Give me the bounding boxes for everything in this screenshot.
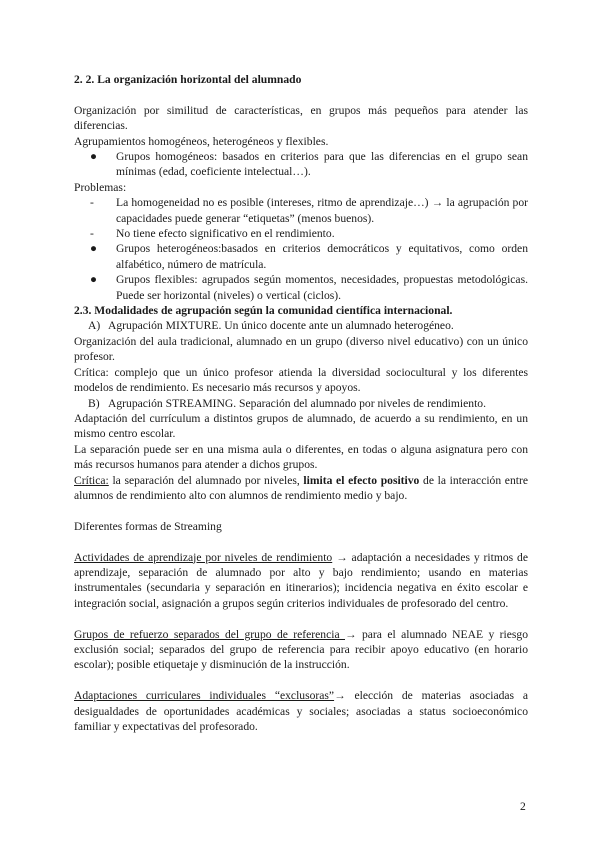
bullet-icon: ● xyxy=(90,150,98,164)
forma-label: Adaptaciones curriculares individuales “exclusoras” xyxy=(74,689,335,703)
section-heading-2-2: 2. 2. La organización horizontal del alumnado xyxy=(74,73,302,86)
letter-marker: B) xyxy=(88,396,100,410)
dash-marker: - xyxy=(90,227,94,241)
forma-text: → para el alumnado NEAE y riesgo exclusión social; separados del grupo de referencia para recibir apoyo educativo (en horario escolar); posible etiquetaje y disminución de la instrucción. xyxy=(74,627,528,672)
paragraph-critica-mixture: Crítica: complejo que un único profesor atienda la diversidad sociocultural y los diferentes modelos de rendimiento. Es necesario más recursos y apoyos. xyxy=(74,365,528,395)
critica-text: la separación del alumnado por niveles, xyxy=(108,473,304,487)
paragraph-agrupamientos: Agrupamientos homogéneos, heterogéneos y flexibles. xyxy=(74,134,329,148)
forma-text: → elección de materias asociadas a desigualdades de oportunidades académicas y sociales; asociadas a status socioeconómico familiar y expectativas del profesorado. xyxy=(74,689,528,733)
bullet-icon: ● xyxy=(90,273,98,287)
list-item-mixture xyxy=(74,318,528,333)
document-body xyxy=(74,72,528,734)
list-item-text: Grupos flexibles: agrupados según momentos, necesidades, propuestas metodológicas. Puede ser horizontal (niveles) o vertical (ciclos). xyxy=(116,273,528,302)
list-item-text: Agrupación STREAMING. Separación del alumnado por niveles de rendimiento. xyxy=(108,396,486,410)
dash-marker: - xyxy=(90,196,94,210)
letter-marker: A) xyxy=(88,319,101,333)
list-item-text: No tiene efecto significativo en el rendimiento. xyxy=(116,227,335,241)
critica-bold: limita el efecto positivo xyxy=(303,473,420,487)
paragraph-critica-streaming xyxy=(74,473,528,504)
list-item-text: Grupos heterogéneos:basados en criterios democráticos y equitativos, como orden alfabético, número de matrícula. xyxy=(116,242,528,271)
list-item-text: Agrupación MIXTURE. Un único docente ante un alumnado heterogéneo. xyxy=(108,319,454,333)
formas-streaming-heading: Diferentes formas de Streaming xyxy=(74,519,222,533)
paragraph-forma-adaptaciones xyxy=(74,688,528,734)
paragraph-adaptacion: Adaptación del currículum a distintos grupos de alumnado, de acuerdo a su rendimiento, en un mismo centro escolar. xyxy=(74,411,528,441)
problemas-label: Problemas: xyxy=(74,180,127,194)
critica-label: Crítica: xyxy=(74,473,109,487)
list-item-text: La homogeneidad no es posible (intereses, ritmo de aprendizaje…) → la agrupación por capacidades puede generar “etiquetas” (menos buenos). xyxy=(116,196,528,225)
list-item-flexibles xyxy=(74,272,528,303)
list-item-homogeneos xyxy=(74,149,528,180)
list-item-problema-2 xyxy=(74,226,528,241)
paragraph-organizacion: Organización por similitud de características, en grupos más pequeños para atender las diferencias. xyxy=(74,103,528,133)
forma-text: → adaptación a necesidades y ritmos de aprendizaje, separación de alumnado por alto y bajo rendimiento; usando en materias instrumentales (secundaria y separación en itinerarios); incidencia negativa en éxito escolar e integración social, asignación a grupos según criterios individuales de profesorado del centro. xyxy=(74,550,528,610)
paragraph-forma-refuerzo xyxy=(74,627,528,673)
forma-label: Actividades de aprendizaje por niveles de rendimiento xyxy=(74,550,333,564)
section-heading-2-3: 2.3. Modalidades de agrupación según la comunidad científica internacional. xyxy=(74,304,453,318)
paragraph-separacion: La separación puede ser en una misma aula o diferentes, en todas o alguna asignatura pero con más recursos humanos para atender a dichos grupos. xyxy=(74,442,528,472)
list-item-heterogeneos xyxy=(74,241,528,272)
list-item-text: Grupos homogéneos: basados en criterios para que las diferencias en el grupo sean mínimas (edad, coeficiente intelectual…). xyxy=(116,150,528,179)
forma-label: Grupos de refuerzo separados del grupo de referencia xyxy=(74,627,345,641)
bullet-icon: ● xyxy=(90,242,98,256)
page-number: 2 xyxy=(520,800,526,813)
paragraph-forma-actividades xyxy=(74,550,528,612)
paragraph-organizacion-aula: Organización del aula tradicional, alumnado en un grupo (diverso nivel educativo) con un único profesor. xyxy=(74,334,528,364)
critica-text-end: de la interacción entre alumnos de rendimiento alto con alumnos de rendimiento medio y bajo. xyxy=(74,473,528,502)
list-item-problema-1 xyxy=(74,195,528,226)
list-item-streaming xyxy=(74,396,528,411)
